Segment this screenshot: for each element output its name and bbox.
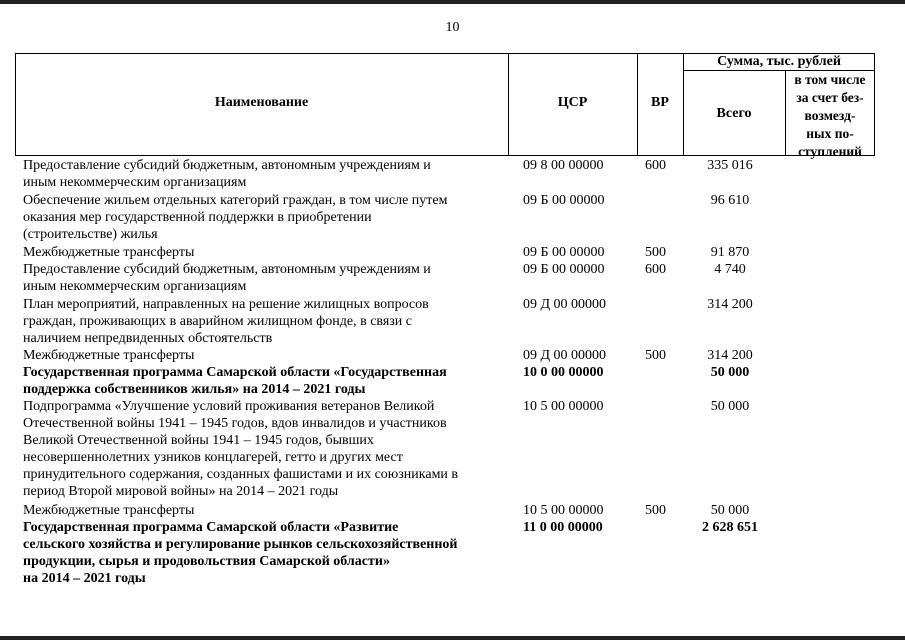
row-csr: 10 5 00 00000: [523, 503, 604, 518]
row-name: Подпрограмма «Улучшение условий проживания ветеранов Великой Отечественной войны 1941 – 1945 годов, вдов инвалидов и участников Великой Отечественной войны 1941 – 1945 годов, бывших несовершеннолетних узников концлагерей, гетто и других мест принудительного содержания, созданных фашистами и их союзниками в период Второй мировой войны» на 2014 – 2021 годы: [23, 399, 459, 499]
row-csr: 09 Б 00 00000: [523, 245, 605, 260]
row-name: Государственная программа Самарской области «Государственная поддержка собственников жилья» на 2014 – 2021 годы: [23, 365, 447, 397]
header-vr: ВР: [651, 95, 669, 110]
row-total: 314 200: [707, 348, 753, 363]
row-name: Межбюджетные трансферты: [23, 503, 195, 518]
row-csr: 10 0 00 00000: [523, 365, 604, 380]
row-name: Государственная программа Самарской области «Развитие сельского хозяйства и регулирование рынков сельскохозяйственной продукции, сырья и продовольствия Самарской области» на 2014 – 2021 годы: [23, 520, 458, 586]
row-name: План мероприятий, направленных на решение жилищных вопросов граждан, проживающих в аварийном жилищном фонде, в связи с наличием непредвиденных обстоятельств: [23, 297, 429, 346]
row-vr: 600: [645, 158, 666, 173]
page-number: 10: [445, 20, 460, 35]
row-vr: 600: [645, 262, 666, 277]
row-csr: 09 Б 00 00000: [523, 262, 605, 277]
row-csr: 11 0 00 00000: [523, 520, 603, 535]
row-total: 50 000: [710, 503, 750, 518]
header-name: Наименование: [214, 95, 309, 110]
header-bottom-border: [15, 155, 875, 156]
row-name: Обеспечение жильем отдельных категорий граждан, в том числе путем оказания мер государственной поддержки в приобретении (строительстве) жилья: [23, 193, 448, 242]
row-name: Межбюджетные трансферты: [23, 245, 195, 260]
header-csr: ЦСР: [557, 95, 588, 110]
row-csr: 09 Б 00 00000: [523, 193, 605, 208]
header-total: Всего: [716, 106, 752, 121]
row-vr: 500: [645, 245, 666, 260]
row-csr: 10 5 00 00000: [523, 399, 604, 414]
row-total: 91 870: [710, 245, 750, 260]
row-csr: 09 Д 00 00000: [523, 348, 607, 363]
row-total: 50 000: [710, 365, 750, 380]
row-total: 314 200: [707, 297, 753, 312]
row-name: Предоставление субсидий бюджетным, автономным учреждениям и иным некоммерческим организациям: [23, 262, 431, 294]
row-total: 335 016: [707, 158, 753, 173]
header-free-receipts: в том числе за счет без- возмезд- ных по- ступлений: [794, 72, 866, 159]
row-csr: 09 Д 00 00000: [523, 297, 607, 312]
top-rule: [0, 0, 905, 4]
row-total: 2 628 651: [702, 520, 758, 535]
row-name: Предоставление субсидий бюджетным, автономным учреждениям и иным некоммерческим организациям: [23, 158, 431, 190]
header-sum: Сумма, тыс. рублей: [717, 54, 841, 69]
bottom-rule: [0, 636, 905, 640]
row-total: 50 000: [710, 399, 750, 414]
row-total: 4 740: [714, 262, 746, 277]
row-vr: 500: [645, 348, 666, 363]
row-vr: 500: [645, 503, 666, 518]
row-name: Межбюджетные трансферты: [23, 348, 195, 363]
row-csr: 09 8 00 00000: [523, 158, 604, 173]
row-total: 96 610: [710, 193, 750, 208]
